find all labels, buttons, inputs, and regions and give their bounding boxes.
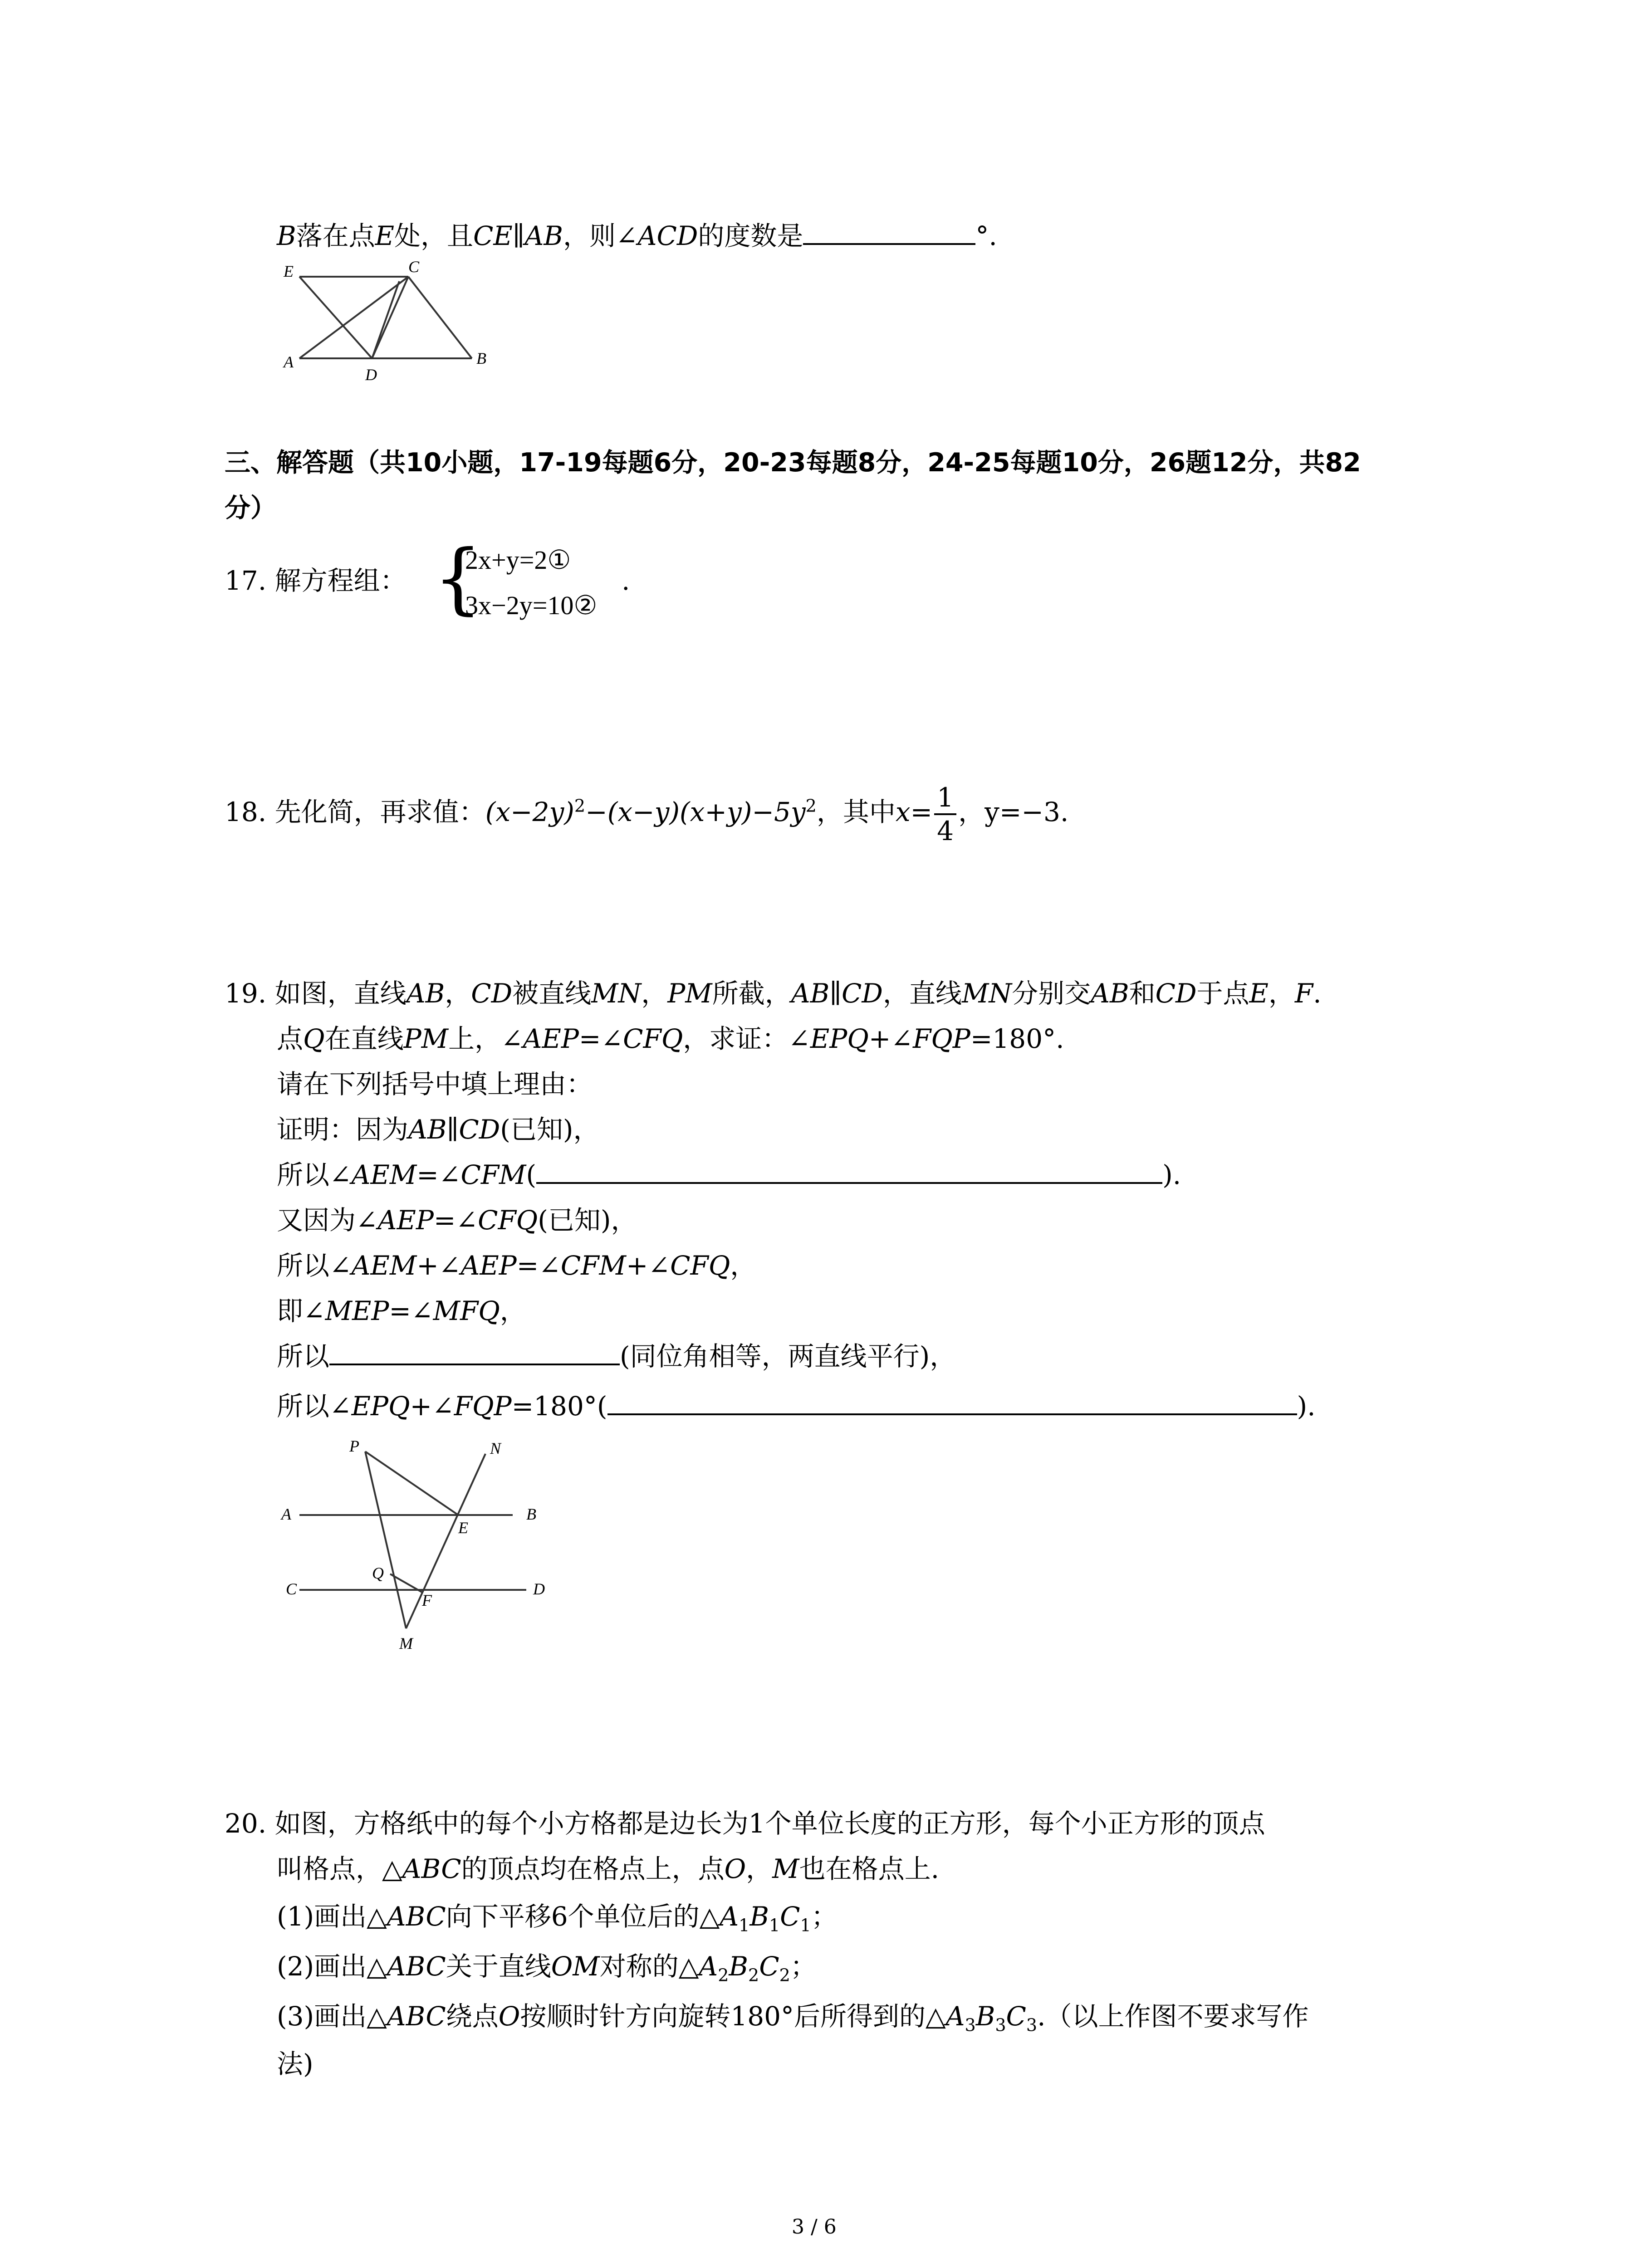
q16-t5: ∥ (512, 220, 525, 251)
q19-l2-9: EPQ (810, 1023, 869, 1054)
q20-l4-3: OM (551, 1951, 600, 1982)
q19-l2-11: FQP (912, 1023, 970, 1054)
q19-l5-5: ). (1162, 1159, 1181, 1190)
q19-l6-0: 又因为∠ (277, 1205, 378, 1236)
q19-l1-13: MN (961, 978, 1012, 1009)
q16-line-ea (299, 277, 372, 358)
q19-l10-0: 所以∠ (277, 1391, 352, 1422)
q19-label-a: A (281, 1505, 291, 1523)
q19-l2-0: 点 (277, 1023, 304, 1054)
q19-l7-3: AEP (460, 1250, 517, 1281)
q19-l1-18: 于点 (1196, 978, 1249, 1009)
q19-l2-10: +∠ (868, 1023, 913, 1054)
q19-l1-5: MN (591, 978, 642, 1009)
q18-x-eq: x= (895, 797, 933, 827)
q19-l8-1: MEP (325, 1295, 389, 1326)
q20-l4-4: 对称的△ (599, 1951, 699, 1982)
q19-blank-reason1[interactable] (536, 1158, 1162, 1184)
q19-l8-2: =∠ (389, 1295, 433, 1326)
q16-line-ad (299, 277, 408, 358)
q20-l2-5: M (772, 1853, 799, 1884)
q19-l1-15: AB (1091, 978, 1129, 1009)
q16-t8: ACD (637, 220, 698, 251)
q19-l6-1: AEP (377, 1205, 434, 1236)
section3-heading-line1: 三、解答题（共10小题，17-19每题6分，20-23每题8分，24-25每题10分，26题12分，共82 (225, 448, 1361, 478)
q19-l2-2: 在直线 (324, 1023, 404, 1054)
q19-l2-4: 上，∠ (448, 1023, 523, 1054)
q16-t2: E (375, 220, 394, 251)
q20-l3-2: 向下平移6个单位后的△ (446, 1901, 720, 1932)
q18-mid: ，其中 (816, 797, 896, 827)
q19-l7-4: =∠ (516, 1250, 561, 1281)
q19-line8 (277, 1293, 526, 1329)
q19-l9-1: (同位角相等，两直线平行)， (620, 1341, 956, 1372)
q16-t10: °. (975, 220, 997, 251)
q19-l7-7: CFQ (670, 1250, 730, 1281)
q19-l1-3: CD (471, 978, 513, 1009)
q19-l10-2: +∠ (410, 1391, 454, 1422)
q19-l1-17: CD (1155, 978, 1197, 1009)
q19-line10 (277, 1388, 1316, 1424)
q20-l3-9: ； (811, 1901, 838, 1932)
q19-l2-12: =180°. (970, 1023, 1064, 1054)
q19-l1-20: ， (1268, 978, 1295, 1009)
q19-l5-4: ( (526, 1159, 537, 1190)
q20-l4-2: 关于直线 (446, 1951, 551, 1982)
q16-t9: 的度数是 (698, 220, 803, 251)
q19-line6 (277, 1202, 637, 1238)
q19-label-c: C (286, 1580, 297, 1598)
q20-l3-4: 1 (739, 1915, 750, 1936)
q20-l4-11: ； (790, 1951, 817, 1982)
q19-l2-7: CFQ (623, 1023, 683, 1054)
q19-l1-6: ， (641, 978, 668, 1009)
q19-label-e: E (458, 1519, 468, 1537)
q19-l9-0: 所以 (277, 1341, 330, 1372)
q20-l5-0: (3)画出△ (277, 2001, 387, 2032)
q20-l5-3: O (498, 2001, 520, 2032)
q20-l4-1: ABC (387, 1951, 446, 1982)
q18-line (225, 780, 1068, 847)
q16-label-b: B (476, 349, 486, 367)
q16-t1: 落在点 (296, 220, 375, 251)
q19-l1-1: AB (406, 978, 445, 1009)
q19-label-p: P (349, 1437, 359, 1455)
q20-l4-7: B (729, 1951, 748, 1982)
q19-l1-2: ， (445, 978, 471, 1009)
q20-line5 (277, 1998, 1309, 2034)
q19-l7-8: ， (730, 1250, 757, 1281)
q16-answer-blank[interactable] (803, 220, 975, 245)
q19-blank-reason2[interactable] (607, 1390, 1297, 1415)
q16-line-dc (372, 277, 408, 358)
q19-l7-5: CFM (560, 1250, 626, 1281)
q20-l5-5: A (945, 2001, 965, 2032)
q20-line3 (277, 1898, 838, 1935)
q19-l7-6: +∠ (626, 1250, 671, 1281)
q20-l2-3: O (724, 1853, 746, 1884)
q19-line5 (277, 1157, 1181, 1193)
q19-l1-7: PM (667, 978, 712, 1009)
q19-l1-16: 和 (1129, 978, 1156, 1009)
q16-text-line (277, 218, 997, 254)
q19-l4-3: CD (459, 1114, 500, 1145)
q20-l5-10: 3 (1026, 2015, 1038, 2035)
q16-label-a: A (284, 353, 294, 371)
q19-l1-21: F (1294, 978, 1313, 1009)
q18-expr-a: (x−2y) (485, 797, 574, 827)
q19-l2-8: ，求证：∠ (683, 1023, 810, 1054)
q19-l5-3: CFM (460, 1159, 526, 1190)
q16-label-e: E (284, 262, 294, 280)
q18-fraction (934, 782, 956, 847)
q19-l2-3: PM (403, 1023, 449, 1054)
q19-l4-1: AB (408, 1114, 447, 1145)
q19-l4-4: (已知)， (500, 1114, 600, 1145)
q19-label-f: F (422, 1591, 432, 1609)
q19-l1-10: ∥ (829, 978, 842, 1009)
q20-l5-2: 绕点 (446, 2001, 499, 2032)
q19-l10-5: ). (1297, 1391, 1316, 1422)
q20-l5-6: 3 (965, 2015, 976, 2035)
q19-l6-2: =∠ (433, 1205, 478, 1236)
q19-l1-22: . (1313, 978, 1322, 1009)
q19-l2-6: =∠ (578, 1023, 623, 1054)
q19-l1-19: E (1249, 978, 1269, 1009)
q20-l5-1: ABC (387, 2001, 446, 2032)
q18-exp-a: 2 (574, 796, 586, 816)
q20-l2-0: 叫格点，△ (277, 1853, 402, 1884)
q20-l5-9: C (1006, 2001, 1026, 2032)
q20-line1: 20. 如图，方格纸中的每个小方格都是边长为1个单位长度的正方形，每个小正方形的顶点 (225, 1808, 1265, 1839)
q20-l4-9: C (759, 1951, 779, 1982)
q20-l2-1: ABC (402, 1853, 461, 1884)
q19-l6-3: CFQ (478, 1205, 538, 1236)
q19-line-pm (365, 1452, 406, 1628)
q16-t7: ，则∠ (563, 220, 638, 251)
q20-l4-5: A (699, 1951, 718, 1982)
q19-l1-14: 分别交 (1012, 978, 1091, 1009)
q17-end: . (622, 565, 630, 596)
q19-l1-11: CD (842, 978, 883, 1009)
q19-line9 (277, 1338, 956, 1374)
q19-label-m: M (399, 1634, 413, 1652)
q19-label-d: D (533, 1580, 545, 1598)
section3-heading-line2: 分） (225, 493, 276, 523)
q20-l2-2: 的顶点均在格点上，点 (461, 1853, 725, 1884)
q19-l10-4: =180°( (511, 1391, 607, 1422)
q19-label-n: N (490, 1439, 501, 1457)
q20-l5-7: B (975, 2001, 995, 2032)
q19-figure (277, 1438, 585, 1656)
q20-l2-4: ， (746, 1853, 773, 1884)
q20-l3-7: C (780, 1901, 800, 1932)
q20-line6: 法) (277, 2048, 314, 2079)
q16-t4: CE (473, 220, 513, 251)
q19-l5-0: 所以∠ (277, 1159, 352, 1190)
q19-line4 (277, 1111, 599, 1148)
q16-t0: B (277, 220, 296, 251)
q20-l3-8: 1 (800, 1915, 811, 1936)
q19-l7-1: AEM (351, 1250, 417, 1281)
q17-eq1: 2x+y=2① (465, 545, 571, 575)
q19-l2-5: AEP (523, 1023, 579, 1054)
q19-l2-1: Q (303, 1023, 325, 1054)
q19-line2 (277, 1021, 1064, 1057)
q18-y-part: ，y=−3. (958, 797, 1069, 827)
q20-l5-8: 3 (995, 2015, 1006, 2035)
q16-label-c: C (408, 258, 420, 276)
q19-label-b: B (526, 1505, 536, 1523)
q16-line-cb (408, 277, 472, 358)
q18-frac-num: 1 (934, 782, 956, 815)
q20-line4 (277, 1948, 817, 1984)
q20-l3-0: (1)画出△ (277, 1901, 387, 1932)
q19-l10-1: EPQ (351, 1391, 410, 1422)
q19-l1-8: 所截， (712, 978, 791, 1009)
q19-label-q: Q (372, 1564, 384, 1582)
q19-l1-12: ，直线 (882, 978, 962, 1009)
q19-l8-4: ， (500, 1295, 526, 1326)
q16-figure (281, 258, 499, 390)
q20-l3-6: 1 (769, 1915, 780, 1936)
q20-l4-0: (2)画出△ (277, 1951, 387, 1982)
q19-l1-0: 19. 如图，直线 (225, 978, 407, 1009)
q18-exp-b: 2 (805, 796, 817, 816)
q20-line2 (277, 1851, 939, 1887)
q19-l8-0: 即∠ (277, 1295, 325, 1326)
q19-l10-3: FQP (454, 1391, 512, 1422)
q19-line7 (277, 1247, 756, 1284)
q20-l4-10: 2 (779, 1965, 790, 1985)
q19-l7-2: +∠ (416, 1250, 461, 1281)
q19-line-mn (406, 1454, 485, 1628)
q20-l2-6: 也在格点上. (799, 1853, 939, 1884)
q19-l8-3: MFQ (433, 1295, 500, 1326)
page-number: 3 / 6 (792, 2215, 837, 2239)
q18-expr-b: −(x−y)(x+y)−5y (585, 797, 806, 827)
q19-l1-4: 被直线 (512, 978, 592, 1009)
q20-l3-3: A (720, 1901, 739, 1932)
q19-l6-4: (已知)， (538, 1205, 637, 1236)
q19-l7-0: 所以∠ (277, 1250, 352, 1281)
q16-label-d: D (365, 366, 377, 384)
q16-t3: 处，且 (394, 220, 473, 251)
q20-l5-11: .（以上作图不要求写作 (1037, 2001, 1309, 2032)
q20-l4-6: 2 (718, 1965, 729, 1985)
q19-l1-9: AB (791, 978, 830, 1009)
q17-eq2: 3x−2y=10② (465, 591, 598, 620)
q19-line-pe (365, 1452, 458, 1515)
q19-line3: 请在下列括号中填上理由： (277, 1069, 593, 1100)
q18-frac-den: 4 (937, 815, 954, 846)
q19-l5-1: AEM (351, 1159, 417, 1190)
q20-l5-4: 按顺时针方向旋转180°后所得到的△ (520, 2001, 946, 2032)
q20-l3-5: B (749, 1901, 769, 1932)
q20-l3-1: ABC (387, 1901, 446, 1932)
q20-l4-8: 2 (748, 1965, 759, 1985)
q18-prefix: 18. 先化简，再求值： (225, 797, 485, 827)
q16-t6: AB (524, 220, 563, 251)
q19-l4-0: 证明：因为 (277, 1114, 409, 1145)
q19-line1 (225, 975, 1322, 1012)
q17-prefix: 17. 解方程组： (225, 565, 407, 596)
q19-blank-parallel[interactable] (329, 1340, 620, 1365)
q19-l5-2: =∠ (416, 1159, 461, 1190)
q17-brace: { (433, 533, 483, 623)
q19-l4-2: ∥ (446, 1114, 459, 1145)
